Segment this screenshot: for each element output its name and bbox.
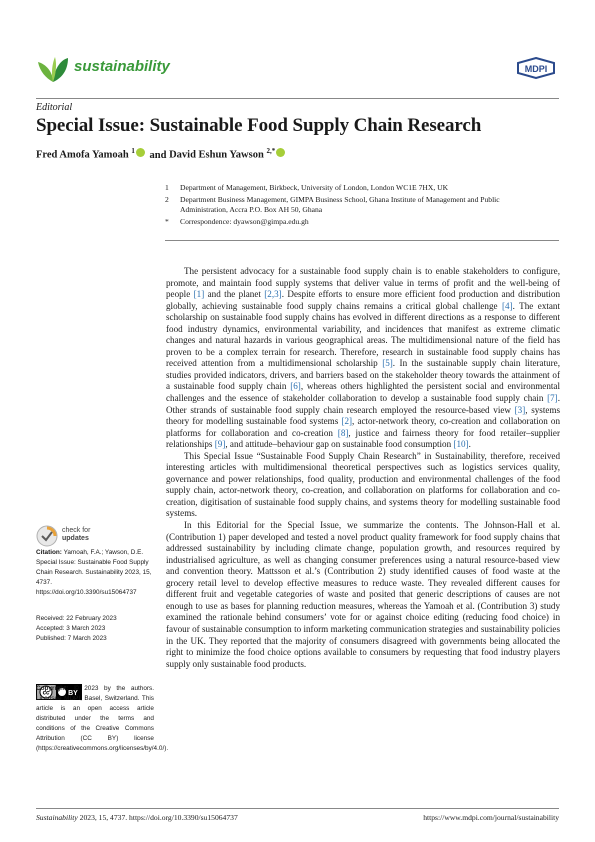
journal-name[interactable]: sustainability — [74, 58, 170, 75]
citation-link[interactable]: [5] — [382, 358, 393, 369]
svg-text:MDPI: MDPI — [524, 64, 548, 74]
author-affiliation-marker: 2,* — [266, 147, 276, 155]
affiliation-text: Department Business Management, GIMPA Business School, Ghana Institute of Management and Public Administration, Accra P.O. Box AH 50, Ghana — [180, 195, 500, 214]
citation-link[interactable]: [2] — [341, 416, 353, 427]
citation-link[interactable]: [9] — [214, 439, 226, 450]
author-connector: and — [149, 149, 167, 161]
copyright-block — [36, 684, 169, 754]
check-for-updates-badge[interactable] — [36, 525, 156, 549]
affiliation-divider — [165, 240, 559, 241]
author-affiliation-marker: 1 — [131, 147, 135, 155]
article-type: Editorial — [36, 102, 73, 113]
affiliation-number: 1 — [165, 183, 169, 192]
footer-url[interactable]: https://www.mdpi.com/journal/sustainability — [423, 813, 559, 822]
affiliation-number: * — [165, 217, 169, 226]
citation-link[interactable]: [10] — [453, 439, 469, 450]
mdpi-logo-icon[interactable] — [516, 57, 556, 79]
accepted-date: Accepted: 3 March 2023 — [36, 625, 106, 632]
check-label: check for — [62, 527, 91, 534]
affiliation-number: 2 — [165, 195, 169, 204]
affiliation-text: Department of Management, Birkbeck, University of London, London WC1E 7HX, UK — [180, 183, 449, 192]
body-paragraph: In this Editorial for the Special Issue, we summarize the contents. The Johnson-Hall et al. (Contribution 1) paper developed and tested a novel product quality framework for food supply chains that addressed sustainability by including climate change, population growth, and resources required by industrialised agriculture, as well as changing consumer preferences using a natural resource-based view and convention theory. Mattsson et al.’s (Contribution 2) study identified causes of food waste at the grocery retail level to develop effective measures to reduce waste. They revealed different causes for different fruit and vegetable categories of waste and posited that generic descriptions of causes are not enough to use as bases for planning reduction measures, whereas the Yamoah et al. (Contribution 3) study examined the rationale behind consumers’ vote for or against choice editing (reducing food choice) in favour of sustainable consumption to inform marketing communication strategies and sustainability policies in the UK. They reported that the majority of consumers disagreed with governments being allocated the right to minimize the food choice options available to consumers by requesting that food industry players supply only sustainable food products. — [166, 520, 560, 669]
received-date: Received: 22 February 2023 — [36, 615, 117, 622]
orcid-icon[interactable] — [276, 148, 285, 157]
svg-text:BY: BY — [68, 690, 78, 697]
footer-divider — [36, 808, 559, 809]
body-paragraph: This Special Issue “Sustainable Food Supply Chain Research” in Sustainability, therefore, received interesting articles with multidimensional theoretical perspectives such as logistics services quality, governance and power relationships, food quality, production and environmental challenges of the food supply chain, actor-network theory, co-creation, and collaboration on platforms for collaboration and co-creation, digitisation of sustainable food supply chains, and systems theory for modelling sustainable food systems. — [166, 450, 560, 519]
body-paragraph: The persistent advocacy for a sustainable food supply chain is to enable stakeholders to configure, promote, and maintain food supply systems that deliver value in terms of profit and the well-being of people [1] and the planet [2,3]. Despite efforts to ensure more efficient food production and distribution globally, achieving sustainable food supply chains remains a critical global challenge [4]. The extant scholarship on sustainable food supply chains has evolved in different directions as a response to different food industry dynamics, environmental variability, and incidences that manifest as extreme climatic changes and natural hazards in various geographical areas. The multidimensional nature of the field has proven to be a complex terrain for research. Therefore, research in sustainable food supply chains has received attention from a multidimensional scholarship [5]. In the sustainable supply chain literature, studies provided indicators, drivers, and barriers based on the stakeholder theory towards the attainment of a sustainable food supply chain [6], whereas others highlighted the persistent social and environmental challenges and the essence of stakeholder collaboration to develop a sustainable food supply chain [7]. Other strands of sustainable food supply chain research employed the resource-based view [3], systems theory for modelling sustainable food systems [2], actor-network theory, co-creation and collaboration on platforms for collaboration and co-creation [8], justice and fairness theory for food retailer–supplier relationships [9], and attitude–behaviour gap on sustainable food consumption [10]. — [166, 266, 561, 450]
footer-journal: Sustainability — [36, 813, 78, 822]
leaf-logo-icon — [36, 54, 70, 84]
body-text — [166, 266, 560, 670]
citation-link[interactable]: [7] — [547, 393, 558, 404]
copyright-label: Copyright: — [36, 685, 69, 692]
footer-citation-text[interactable]: 2023, 15, 4737. https://doi.org/10.3390/su15064737 — [79, 813, 238, 822]
footer-citation — [36, 813, 238, 822]
copyright-text: © 2023 by the authors. Licensee MDPI, Basel, Switzerland. This article is an open access article distributed under the terms and conditions of the Creative Commons Attribution (CC BY) license (https://creativecommons.org/licenses/by/4.0/). — [36, 685, 169, 752]
author-name[interactable]: David Eshun Yawson — [169, 149, 264, 161]
published-date: Published: 7 March 2023 — [36, 635, 107, 642]
citation-link[interactable]: [2,3] — [264, 289, 282, 300]
author-name[interactable]: Fred Amofa Yamoah — [36, 149, 129, 161]
article-title: Special Issue: Sustainable Food Supply Chain Research — [36, 115, 482, 136]
citation-label: Citation: — [36, 549, 62, 556]
author-list — [36, 147, 285, 161]
dates-block — [36, 614, 154, 644]
citation-link[interactable]: [3] — [514, 404, 526, 415]
orcid-icon[interactable] — [136, 148, 145, 157]
citation-text[interactable]: Yamoah, F.A.; Yawson, D.E. Special Issue: Sustainable Food Supply Chain Research. Sustainability 2023, 15, 4737. https://doi.org/10.3390/su15064737 — [36, 549, 152, 596]
svg-text:cc: cc — [42, 690, 50, 697]
updates-label: updates — [62, 535, 89, 542]
citation-link[interactable]: [6] — [290, 381, 301, 392]
correspondence-email[interactable]: Correspondence: dyawson@gimpa.edu.gh — [180, 217, 309, 226]
citation-block — [36, 548, 154, 598]
citation-link[interactable]: [1] — [193, 289, 205, 300]
citation-link[interactable]: [8] — [337, 427, 349, 438]
check-for-updates-icon — [36, 525, 58, 547]
header-divider — [36, 98, 559, 99]
citation-link[interactable]: [4] — [502, 300, 513, 311]
